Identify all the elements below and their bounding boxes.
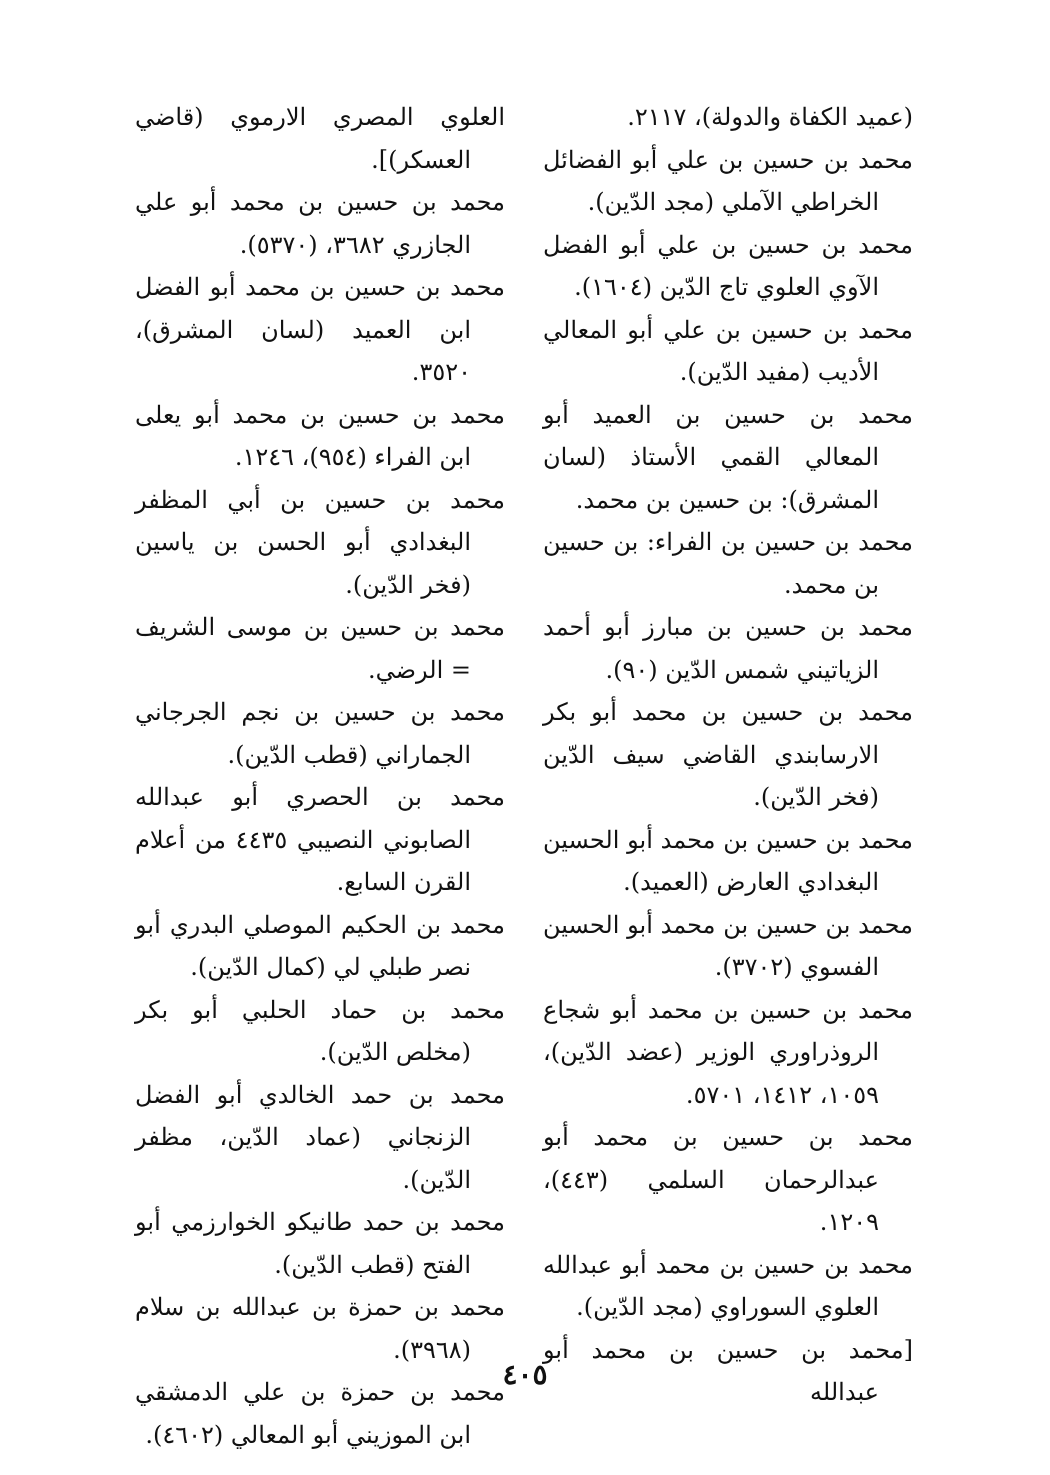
index-entry: محمد بن حماد الحلبي أبو بكر (مخلص الدّين).: [135, 995, 505, 1066]
index-entry: [محمد بن حسين بن محمد أبو عبدالله: [543, 1335, 913, 1406]
index-entry: محمد بن حسين بن علي أبو المعالي الأديب (مفيد الدّين).: [543, 315, 913, 386]
index-entry: محمد بن حسين بن محمد أبو شجاع الروذراوري الوزير (عضد الدّين)، ١٠٥٩، ١٤١٢، ٥٧٠١.: [543, 995, 913, 1109]
index-entry: محمد بن حمزة بن علي الدمشقي ابن الموزيني أبو المعالي (٤٦٠٢).: [135, 1378, 505, 1449]
index-entry: محمد بن حسين بن علي أبو الفضل الآوي العلوي تاج الدّين (١٦٠٤).: [543, 230, 913, 301]
index-entry: العلوي المصري الارموي (قاضي العسكر)].: [135, 103, 505, 174]
index-entry: محمد بن حسين بن نجم الجرجاني الجماراني (قطب الدّين).: [135, 698, 505, 769]
index-entry: محمد بن حسين بن العميد أبو المعالي القمي الأستاذ (لسان المشرق): بن حسين بن محمد.: [543, 400, 913, 514]
index-entry: محمد بن حسين بن أبي المظفر البغدادي أبو الحسن بن ياسين (فخر الدّين).: [135, 485, 505, 599]
index-entry: محمد بن حسين بن محمد أبو الحسين الفسوي (٣٧٠٢).: [543, 910, 913, 981]
index-column-right: [543, 96, 913, 1414]
index-entry: (عميد الكفاة والدولة)، ٢١١٧.: [627, 103, 913, 131]
index-entry: محمد بن حسين بن علي أبو الفضائل الخراطي الآملي (مجد الدّين).: [543, 145, 913, 216]
index-entry: محمد بن الحكيم الموصلي البدري أبو نصر طبلي لي (كمال الدّين).: [135, 910, 505, 981]
index-entry: محمد بن الحصري أبو عبدالله الصابوني النصيبي ٤٤٣٥ من أعلام القرن السابع.: [135, 783, 505, 896]
index-entry: محمد بن حمزة بن عبدالله بن سلام (٣٩٦٨).: [135, 1293, 505, 1364]
index-entry: محمد بن حسين بن محمد أبو بكر الارسابندي القاضي سيف الدّين (فخر الدّين).: [543, 698, 913, 811]
page-number: ٤٠٥: [502, 1358, 548, 1391]
index-entry: محمد بن حسين بن محمد أبو الحسين البغدادي العارض (العميد).: [543, 825, 913, 896]
index-entry: محمد بن حسين بن محمد أبو علي الجازري ٣٦٨٢، (٥٣٧٠).: [135, 188, 505, 259]
index-entry: محمد بن حسين بن مبارز أبو أحمد الزياتيني شمس الدّين (٩٠).: [543, 613, 913, 684]
index-entry: محمد بن حمد طانيكو الخوارزمي أبو الفتح (قطب الدّين).: [135, 1208, 505, 1279]
index-entry: محمد بن حسين بن الفراء: بن حسين بن محمد.: [543, 528, 913, 599]
index-entry: محمد بن حسين بن محمد أبو الفضل ابن العميد (لسان المشرق)، ٣٥٢٠.: [135, 273, 505, 386]
index-entry: محمد بن حسين بن محمد أبو عبدالرحمان السلمي (٤٤٣)، ١٢٠٩.: [543, 1123, 913, 1236]
index-entry: محمد بن حسين بن موسى الشريف = الرضي.: [135, 613, 505, 684]
index-entry: محمد بن حمد الخالدي أبو الفضل الزنجاني (عماد الدّين، مظفر الدّين).: [135, 1080, 505, 1194]
index-entry: محمد بن حسين بن محمد أبو يعلى ابن الفراء (٩٥٤)، ١٢٤٦.: [135, 400, 505, 471]
index-column-left: [135, 96, 505, 1456]
index-entry: محمد بن حسين بن محمد أبو عبدالله العلوي السوراوي (مجد الدّين).: [543, 1250, 913, 1321]
